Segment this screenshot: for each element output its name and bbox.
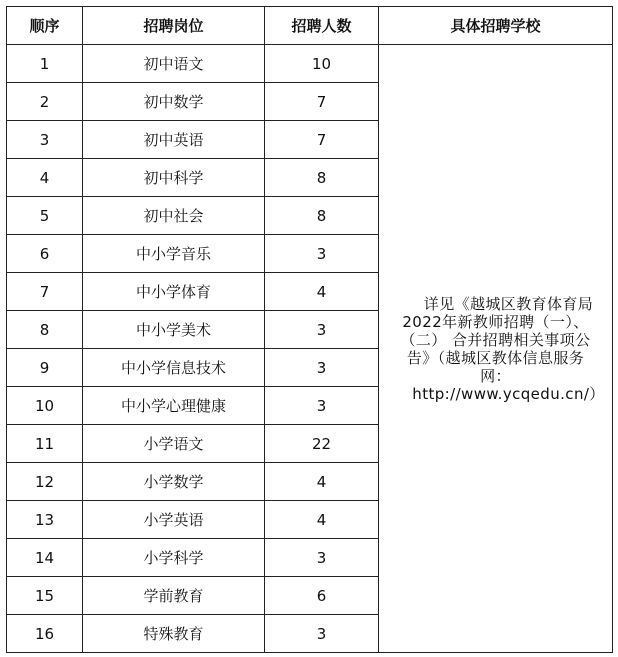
cell-position: 特殊教育 [83, 615, 265, 653]
cell-count: 22 [265, 425, 379, 463]
cell-order: 14 [7, 539, 83, 577]
cell-position: 中小学美术 [83, 311, 265, 349]
header-school: 具体招聘学校 [379, 7, 613, 45]
cell-order: 11 [7, 425, 83, 463]
cell-order: 1 [7, 45, 83, 83]
cell-order: 13 [7, 501, 83, 539]
school-note-line: 告》（越城区教体信息服务 [406, 348, 585, 367]
cell-count: 3 [265, 387, 379, 425]
header-position: 招聘岗位 [83, 7, 265, 45]
header-count: 招聘人数 [265, 7, 379, 45]
cell-position: 初中英语 [83, 121, 265, 159]
cell-position: 中小学体育 [83, 273, 265, 311]
cell-order: 2 [7, 83, 83, 121]
cell-position: 中小学音乐 [83, 235, 265, 273]
cell-count: 7 [265, 121, 379, 159]
cell-count: 4 [265, 273, 379, 311]
cell-order: 15 [7, 577, 83, 615]
cell-position: 小学英语 [83, 501, 265, 539]
school-note-link[interactable]: http://www.ycqedu.cn/） [412, 384, 605, 403]
school-note-line: 网： [480, 366, 511, 385]
cell-count: 4 [265, 463, 379, 501]
table-row [7, 45, 613, 83]
school-note-line: 详见《越城区教育体育局 [423, 294, 594, 313]
cell-count: 8 [265, 159, 379, 197]
cell-count: 7 [265, 83, 379, 121]
header-order: 顺序 [7, 7, 83, 45]
school-note-line: （二） 合并招聘相关事项公 [400, 330, 591, 349]
cell-position: 初中数学 [83, 83, 265, 121]
cell-order: 8 [7, 311, 83, 349]
cell-count: 3 [265, 615, 379, 653]
cell-order: 10 [7, 387, 83, 425]
cell-position: 小学语文 [83, 425, 265, 463]
school-note-cell [379, 45, 613, 653]
cell-order: 16 [7, 615, 83, 653]
cell-count: 10 [265, 45, 379, 83]
school-note-line: 2022年新教师招聘（一）、 [402, 312, 589, 331]
cell-position: 初中语文 [83, 45, 265, 83]
cell-count: 3 [265, 235, 379, 273]
cell-count: 3 [265, 311, 379, 349]
cell-count: 4 [265, 501, 379, 539]
cell-order: 12 [7, 463, 83, 501]
cell-order: 6 [7, 235, 83, 273]
cell-order: 3 [7, 121, 83, 159]
cell-count: 3 [265, 349, 379, 387]
cell-count: 6 [265, 577, 379, 615]
cell-position: 初中科学 [83, 159, 265, 197]
cell-order: 4 [7, 159, 83, 197]
cell-position: 小学科学 [83, 539, 265, 577]
cell-order: 7 [7, 273, 83, 311]
recruitment-table [6, 6, 613, 653]
cell-position: 中小学心理健康 [83, 387, 265, 425]
cell-position: 小学数学 [83, 463, 265, 501]
cell-position: 学前教育 [83, 577, 265, 615]
cell-position: 中小学信息技术 [83, 349, 265, 387]
cell-order: 5 [7, 197, 83, 235]
cell-order: 9 [7, 349, 83, 387]
cell-count: 8 [265, 197, 379, 235]
cell-count: 3 [265, 539, 379, 577]
cell-position: 初中社会 [83, 197, 265, 235]
header-row [7, 7, 613, 45]
